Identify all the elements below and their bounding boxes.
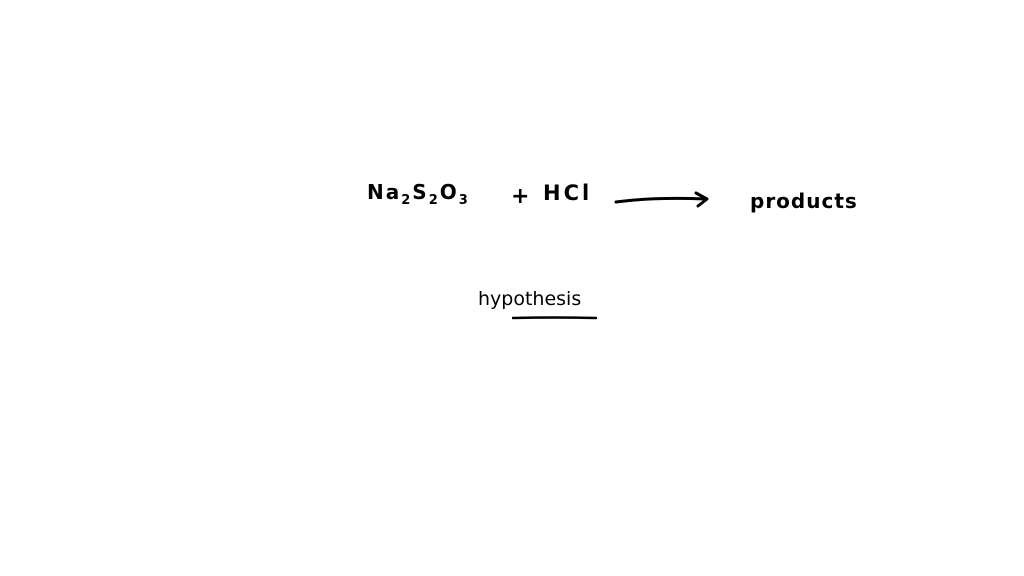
reactant-s-subscript: 2: [428, 193, 440, 208]
reactant-na: Na: [367, 180, 402, 204]
reactant-sodium-thiosulfate: [367, 180, 470, 208]
plus-sign: +: [511, 184, 531, 209]
reactant-o-subscript: 3: [458, 193, 470, 208]
hypothesis-underline: [512, 314, 598, 322]
reactant-hydrochloric-acid: HCl: [543, 181, 593, 205]
reactant-s: S: [412, 180, 429, 204]
reactant-na-subscript: 2: [401, 193, 413, 208]
hypothesis-heading: hypothesis: [478, 288, 582, 310]
reactant-o: O: [439, 180, 459, 204]
reaction-arrow-icon: [612, 188, 712, 212]
products-label: products: [750, 189, 858, 213]
